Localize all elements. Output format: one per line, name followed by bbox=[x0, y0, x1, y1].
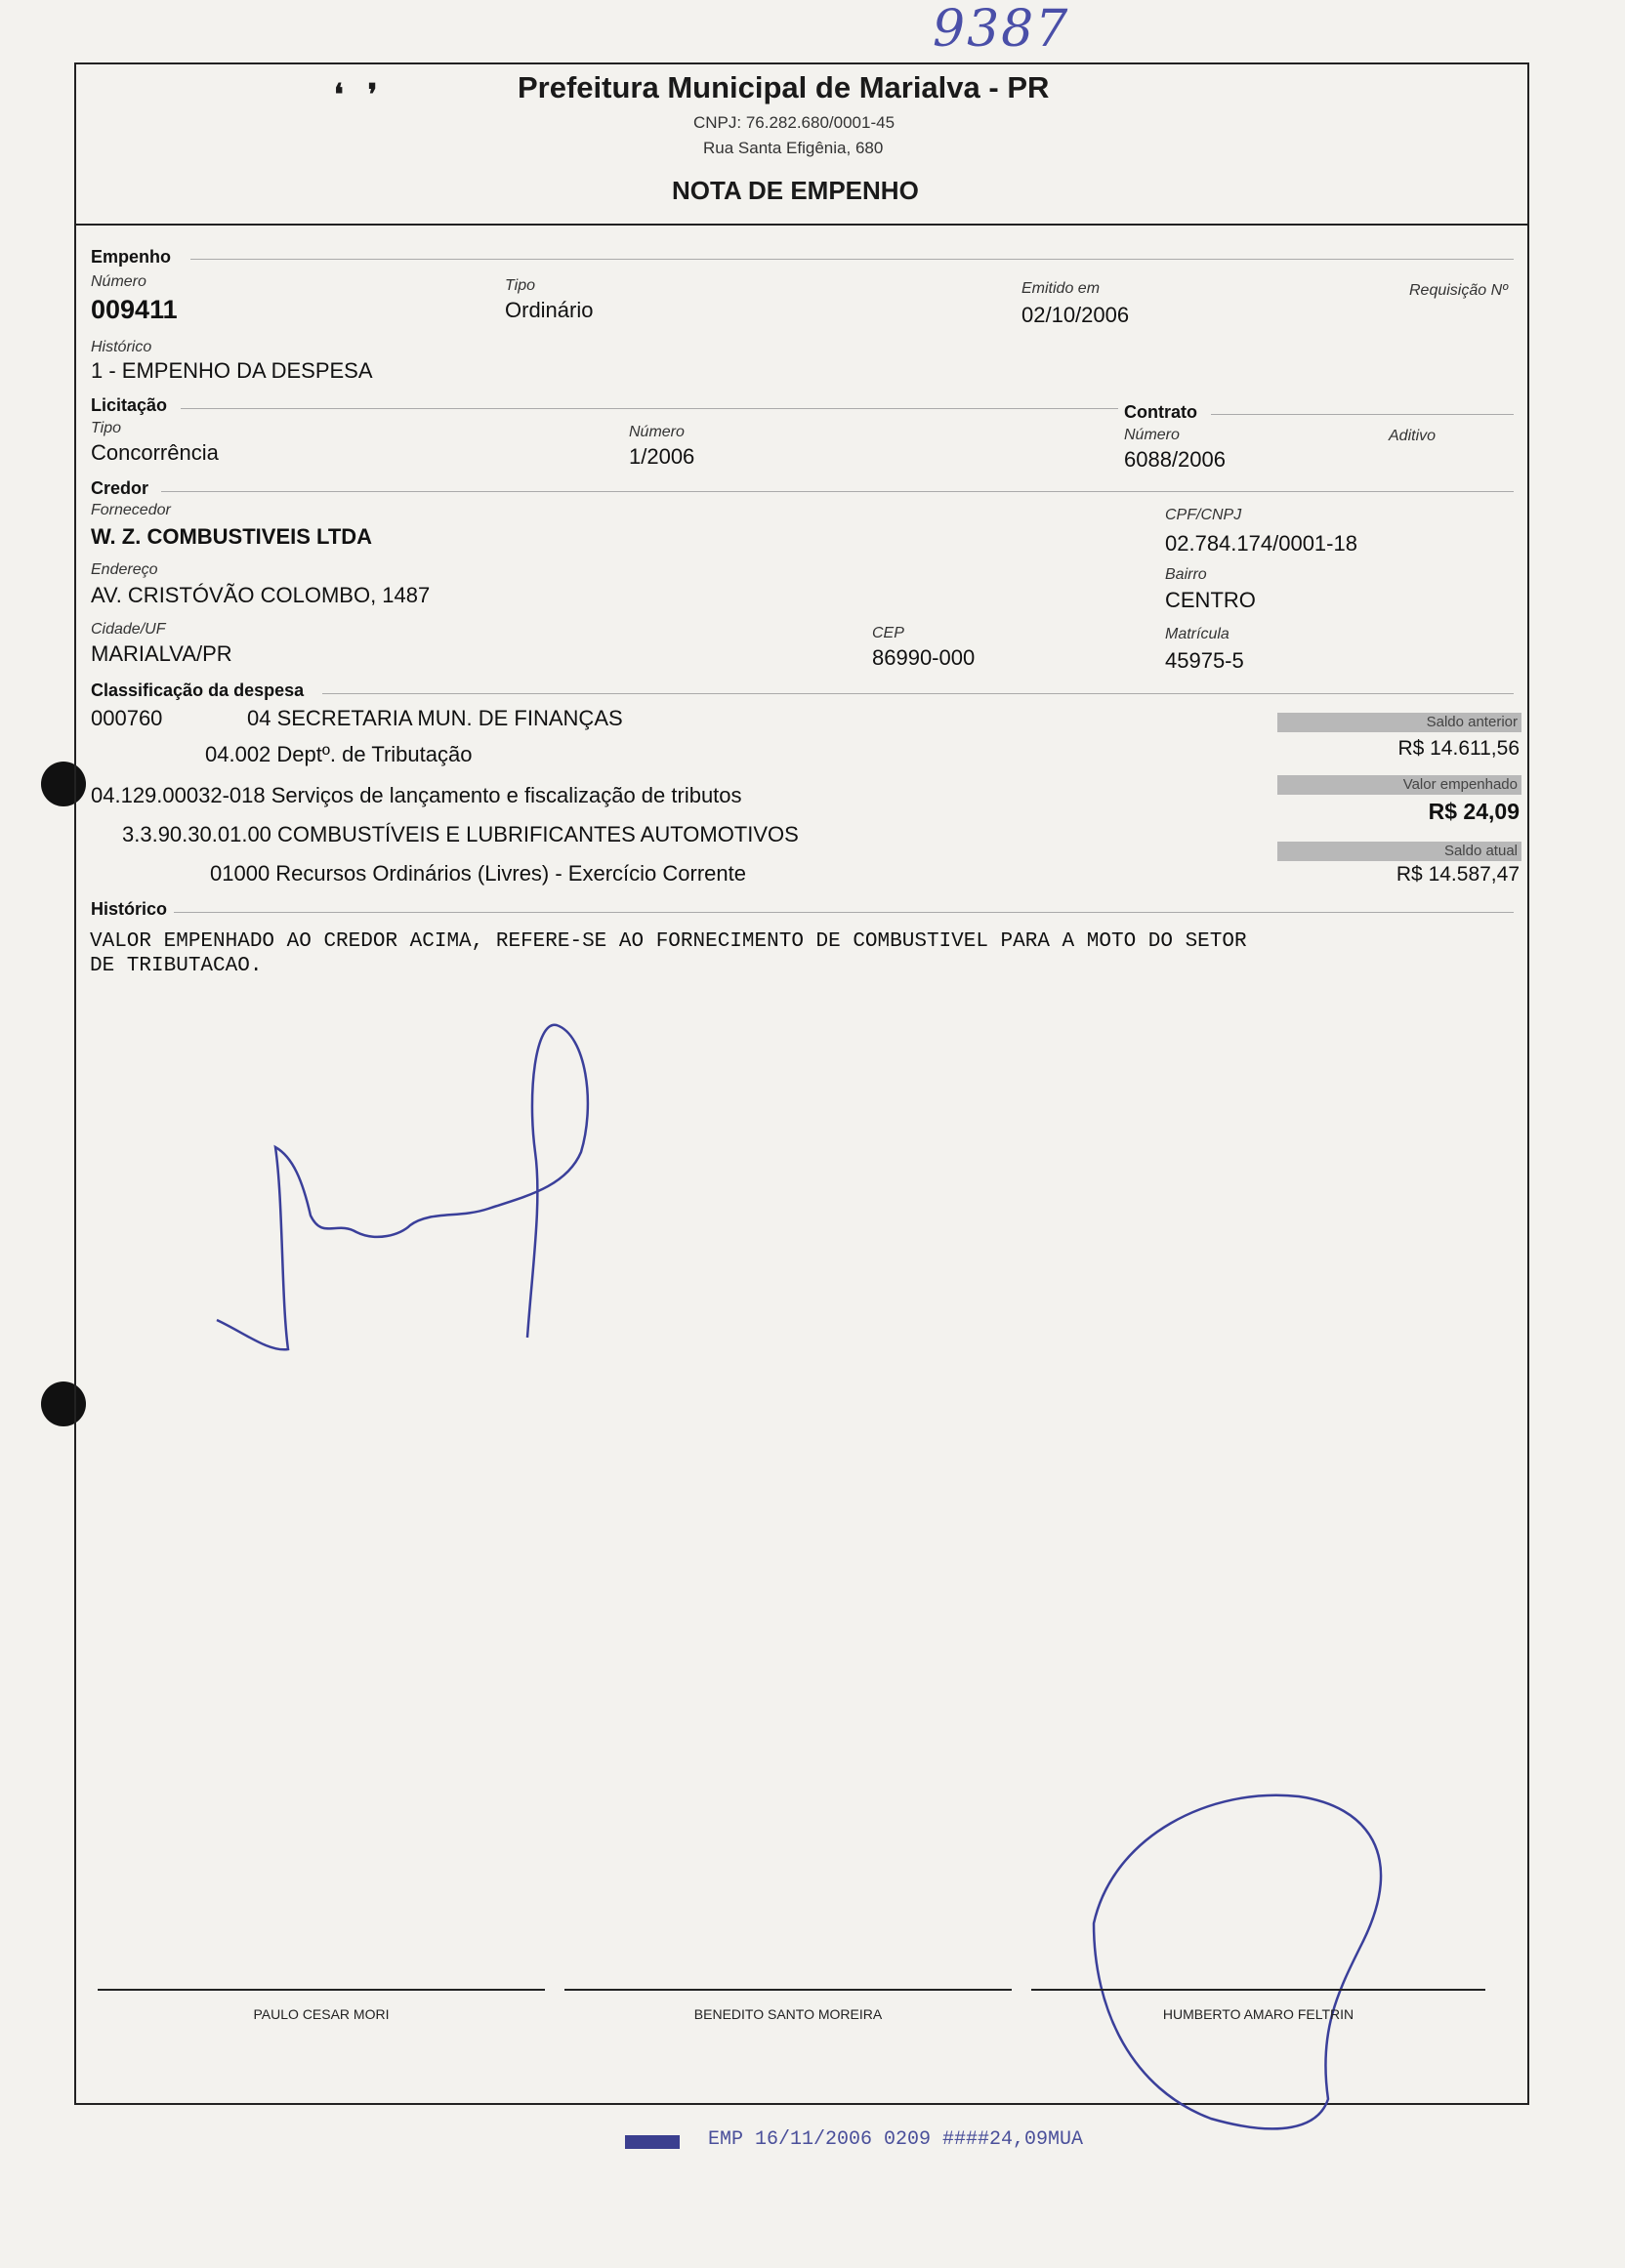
saldo-anterior-value: R$ 14.611,56 bbox=[1397, 737, 1520, 760]
classificacao-programa: 04.129.00032-018 Serviços de lançamento e fiscalização de tributos bbox=[91, 783, 742, 807]
classificacao-code: 000760 bbox=[91, 706, 163, 730]
header-address: Rua Santa Efigênia, 680 bbox=[703, 139, 884, 157]
empenho-tipo-label: Tipo bbox=[505, 277, 535, 294]
empenho-numero: 009411 bbox=[91, 295, 178, 324]
page-title: Prefeitura Municipal de Marialva - PR bbox=[518, 70, 1050, 104]
cpf-value: 02.784.174/0001-18 bbox=[1165, 531, 1357, 556]
section-credor: Credor bbox=[91, 478, 149, 498]
signature-line bbox=[1031, 1989, 1485, 1991]
empenho-historico: 1 - EMPENHO DA DESPESA bbox=[91, 358, 373, 383]
emitido-label: Emitido em bbox=[1021, 280, 1101, 297]
empenho-numero-label: Número bbox=[91, 273, 146, 290]
signature-name-feltrin: HUMBERTO AMARO FELTRIN bbox=[1162, 2006, 1354, 2022]
matricula-value: 45975-5 bbox=[1165, 648, 1244, 673]
contrato-numero: 6088/2006 bbox=[1124, 447, 1226, 472]
saldo-anterior-label: Saldo anterior bbox=[1277, 713, 1521, 732]
header-cnpj: CNPJ: 76.282.680/0001-45 bbox=[693, 113, 896, 132]
licitacao-tipo: Concorrência bbox=[91, 440, 219, 465]
empenho-historico-label: Histórico bbox=[91, 339, 152, 355]
empenho-tipo: Ordinário bbox=[505, 298, 594, 322]
licitacao-numero-label: Número bbox=[629, 424, 685, 440]
licitacao-tipo-label: Tipo bbox=[91, 420, 121, 436]
historico-text-line2: DE TRIBUTACAO. bbox=[90, 955, 263, 977]
signature-name-moreira: BENEDITO SANTO MOREIRA bbox=[693, 2006, 883, 2022]
aditivo-label: Aditivo bbox=[1389, 428, 1437, 444]
cidade-value: MARIALVA/PR bbox=[91, 641, 232, 666]
endereco-label: Endereço bbox=[91, 561, 158, 578]
classificacao-fonte: 01000 Recursos Ordinários (Livres) - Exercício Corrente bbox=[210, 861, 746, 886]
classificacao-departamento: 04.002 Deptº. de Tributação bbox=[205, 742, 473, 766]
emitido-date: 02/10/2006 bbox=[1021, 303, 1130, 327]
cep-label: CEP bbox=[872, 625, 904, 641]
endereco-value: AV. CRISTÓVÃO COLOMBO, 1487 bbox=[91, 583, 431, 607]
requisicao-label: Requisição Nº bbox=[1409, 282, 1508, 299]
licitacao-numero: 1/2006 bbox=[629, 444, 695, 469]
footer-stamp-mark bbox=[625, 2135, 680, 2149]
fornecedor-label: Fornecedor bbox=[91, 502, 171, 518]
section-classificacao: Classificação da despesa bbox=[91, 680, 305, 700]
section-licitacao: Licitação bbox=[91, 395, 168, 415]
bairro-label: Bairro bbox=[1165, 566, 1207, 583]
classificacao-secretaria: 04 SECRETARIA MUN. DE FINANÇAS bbox=[247, 706, 623, 730]
signature-name-mori: PAULO CESAR MORI bbox=[253, 2006, 390, 2022]
section-historico: Histórico bbox=[91, 899, 168, 919]
cpf-label: CPF/CNPJ bbox=[1165, 507, 1242, 523]
signature-line bbox=[564, 1989, 1012, 1991]
signature-line bbox=[98, 1989, 545, 1991]
footer-stamp: EMP 16/11/2006 0209 ####24,09MUA bbox=[708, 2128, 1084, 2151]
section-empenho: Empenho bbox=[91, 247, 172, 267]
valor-empenhado-label: Valor empenhado bbox=[1277, 775, 1521, 795]
header-marks: ❛ ❜ bbox=[334, 79, 378, 111]
handwritten-page-number: 9387 bbox=[933, 0, 1070, 59]
bairro-value: CENTRO bbox=[1165, 588, 1256, 612]
historico-text-line1: VALOR EMPENHADO AO CREDOR ACIMA, REFERE-SE AO FORNECIMENTO DE COMBUSTIVEL PARA A MOTO DO SETOR bbox=[90, 930, 1247, 953]
section-contrato: Contrato bbox=[1124, 402, 1197, 422]
cidade-label: Cidade/UF bbox=[91, 621, 166, 638]
fornecedor-name: W. Z. COMBUSTIVEIS LTDA bbox=[91, 524, 373, 549]
document-type: NOTA DE EMPENHO bbox=[672, 176, 919, 205]
saldo-atual-value: R$ 14.587,47 bbox=[1396, 863, 1520, 886]
matricula-label: Matrícula bbox=[1165, 626, 1229, 642]
contrato-numero-label: Número bbox=[1124, 427, 1180, 443]
classificacao-elemento: 3.3.90.30.01.00 COMBUSTÍVEIS E LUBRIFICANTES AUTOMOTIVOS bbox=[122, 822, 799, 846]
cep-value: 86990-000 bbox=[872, 645, 976, 670]
valor-empenhado-value: R$ 24,09 bbox=[1428, 799, 1520, 824]
saldo-atual-label: Saldo atual bbox=[1277, 842, 1521, 861]
